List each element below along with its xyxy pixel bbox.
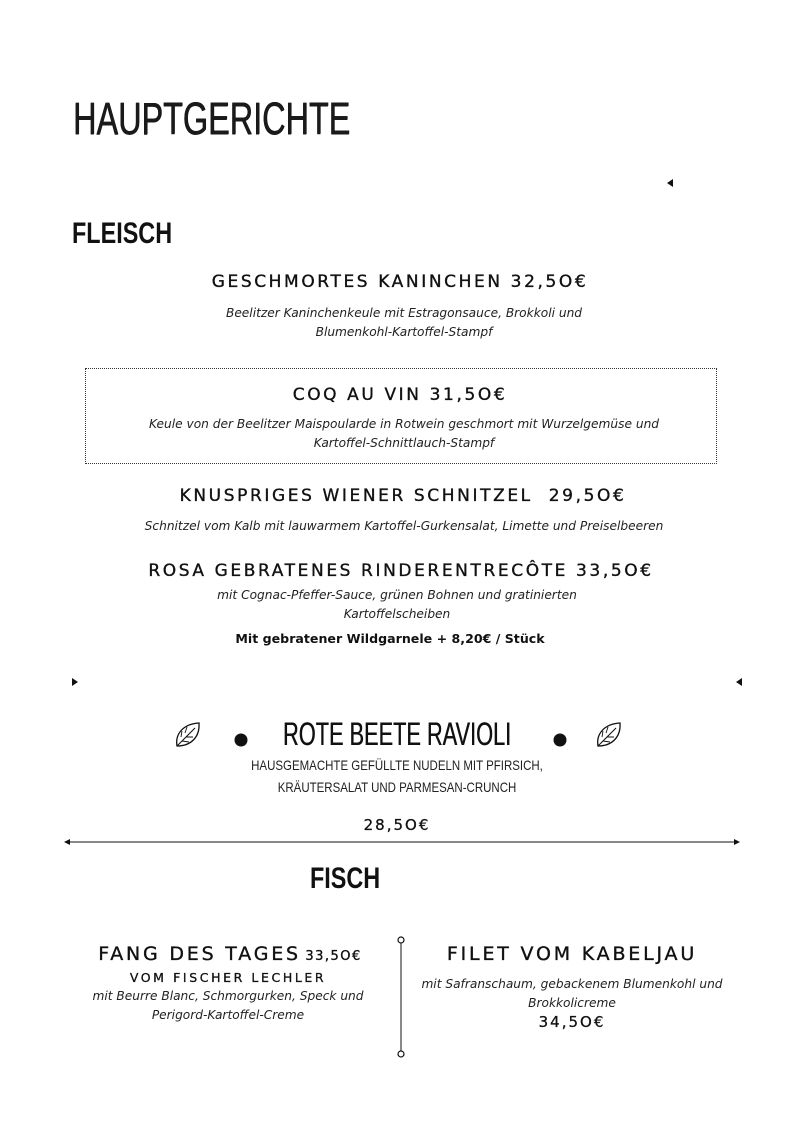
leaf-icon: [594, 720, 624, 750]
dish-description-line: mit Cognac-Pfeffer-Sauce, grünen Bohnen und gratinierten: [217, 588, 577, 602]
dish-item: [70, 943, 390, 965]
vertical-divider: [394, 934, 408, 1060]
page-title: HAUPTGERICHTE: [73, 93, 351, 144]
dish-description-line: HAUSGEMACHTE GEFÜLLTE NUDELN MIT PFIRSICH,: [251, 757, 543, 773]
dish-title: COQ AU VIN 31,5O€: [292, 385, 508, 405]
dish-description-line: Blumenkohl-Kartoffel-Stampf: [315, 325, 493, 339]
dish-price: 33,5O€: [305, 949, 362, 964]
dish-extra-option: Mit gebratener Wildgarnele + 8,20€ / Stück: [235, 631, 545, 646]
section-title-fisch: FISCH: [310, 862, 381, 895]
dish-description-line: Brokkolicreme: [528, 996, 616, 1010]
dish-description: [410, 975, 734, 1013]
dish-item: [0, 486, 794, 506]
dish-description-line: Kartoffelscheiben: [343, 607, 451, 621]
dish-title: FANG DES TAGES: [98, 943, 301, 965]
dish-item: [0, 272, 794, 292]
arrow-right-icon: [71, 678, 79, 686]
dish-description: [0, 304, 794, 342]
dish-description-line: Kartoffel-Schnittlauch-Stampf: [313, 436, 495, 450]
dish-description-line: mit Safranschaum, gebackenem Blumenkohl und: [421, 977, 723, 991]
section-title-fleisch: FLEISCH: [72, 217, 173, 250]
section-divider: [64, 837, 740, 847]
dish-item: [0, 561, 794, 581]
dish-description-line: mit Beurre Blanc, Schmorgurken, Speck und: [92, 989, 364, 1003]
dish-subtitle-wrap: [68, 969, 388, 987]
arrow-left-icon: [735, 678, 743, 686]
dish-description-line: Schnitzel vom Kalb mit lauwarmem Kartoffel-Gurkensalat, Limette und Preiselbeeren: [144, 519, 664, 533]
arrow-left-icon: [666, 179, 674, 187]
dish-description-line: KRÄUTERSALAT UND PARMESAN-CRUNCH: [277, 779, 517, 795]
dish-title: KNUSPRIGES WIENER SCHNITZEL 29,5O€: [179, 486, 627, 506]
dish-description: [0, 415, 794, 453]
dish-description: [0, 586, 794, 624]
dish-price: 34,5O€: [538, 1013, 606, 1031]
dish-title: FILET VOM KABELJAU: [446, 943, 698, 965]
dish-item: [410, 943, 734, 965]
dish-title: ROSA GEBRATENES RINDERENTRECÔTE 33,5O€: [148, 561, 654, 581]
dish-description-line: Keule von der Beelitzer Maispoularde in Rotwein geschmort mit Wurzelgemüse und: [148, 417, 660, 431]
dish-item: [0, 385, 794, 405]
dish-title-ravioli: ROTE BEETE RAVIOLI: [282, 716, 512, 752]
dish-description: [68, 987, 388, 1025]
ravioli-title-wrap: [197, 718, 597, 750]
ravioli-description: [197, 754, 597, 798]
dish-title: GESCHMORTES KANINCHEN 32,5O€: [211, 272, 589, 292]
dish-price: 28,5O€: [363, 816, 431, 834]
dish-description-line: Perigord-Kartoffel-Creme: [151, 1008, 305, 1022]
dish-description-line: Beelitzer Kaninchenkeule mit Estragonsauce, Brokkoli und: [225, 306, 583, 320]
dish-subtitle: VOM FISCHER LECHLER: [129, 970, 327, 985]
dish-description: [0, 517, 794, 536]
